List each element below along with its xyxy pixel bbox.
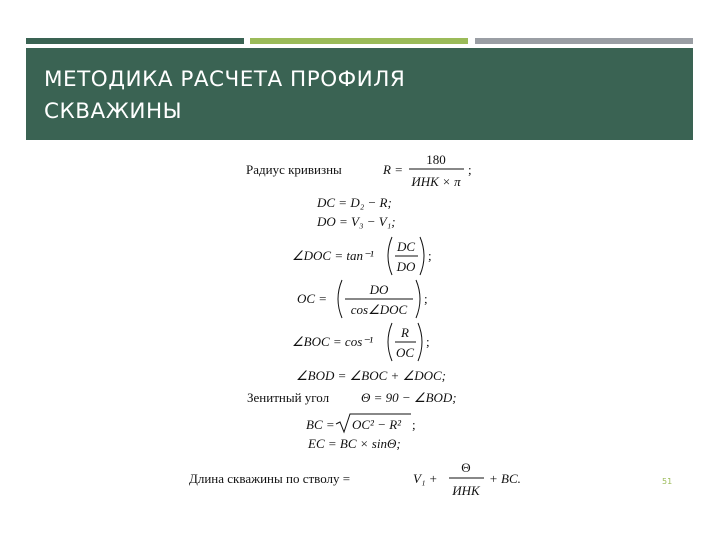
formula-angle-boc-lhs: ∠BOC = cos⁻¹ bbox=[292, 334, 374, 349]
formula-length-tail: + BC. bbox=[489, 471, 521, 486]
formula-angle-doc-lhs: ∠DOC = tan⁻¹ bbox=[292, 248, 374, 263]
formula-radius-label: Радиус кривизны bbox=[246, 162, 342, 177]
formula-angle-boc-numerator: R bbox=[401, 325, 409, 340]
slide-title: МЕТОДИКА РАСЧЕТА ПРОФИЛЯ СКВАЖИНЫ bbox=[44, 67, 406, 124]
formula-oc-lhs: OC = bbox=[297, 291, 328, 306]
formula-angle-boc-denominator: OC bbox=[395, 345, 415, 360]
formula-length-denominator: ИНК bbox=[452, 483, 480, 498]
formula-angle-doc-tail: ; bbox=[428, 248, 432, 263]
formula-radius-denominator: ИНК × π bbox=[411, 174, 461, 189]
formula-radius-lhs: R = bbox=[383, 162, 403, 177]
formula-length-numerator: Θ bbox=[461, 460, 471, 475]
formula-length-label: Длина скважины по стволу = bbox=[189, 471, 351, 486]
formula-angle-doc-denominator: DO bbox=[396, 259, 416, 274]
formula-angle-bod: ∠BOD = ∠BOC + ∠DOC; bbox=[296, 368, 447, 383]
page-number: 51 bbox=[662, 477, 673, 486]
formula-bc-lhs: BC = bbox=[306, 417, 335, 432]
formula-radius-tail: ; bbox=[468, 162, 472, 177]
formula-zenith-label: Зенитный угол bbox=[247, 390, 330, 405]
formula-angle-boc-paren-right bbox=[418, 323, 422, 361]
formula-dc: DC = D₂ − R; bbox=[317, 195, 392, 210]
formula-zenith-expr: Θ = 90 − ∠BOD; bbox=[361, 390, 457, 405]
formula-angle-doc-paren-right bbox=[420, 237, 424, 275]
formula-bc-tail: ; bbox=[412, 417, 416, 432]
formula-oc-tail: ; bbox=[424, 291, 428, 306]
formula-oc-paren-left bbox=[338, 280, 342, 318]
formula-angle-doc-paren-left bbox=[388, 237, 392, 275]
formula-bc-radicand: OC² − R² bbox=[352, 417, 402, 432]
formula-length-v: V₁ + bbox=[413, 471, 438, 486]
formula-oc-denominator: cos∠DOC bbox=[350, 302, 408, 317]
formula-oc-paren-right bbox=[416, 280, 420, 318]
formula-ec: EC = BC × sinΘ; bbox=[308, 436, 401, 451]
formula-radius-numerator: 180 bbox=[426, 152, 446, 167]
formula-oc-numerator: DO bbox=[369, 282, 389, 297]
formula-do: DO = V₃ − V₁; bbox=[317, 214, 396, 229]
formula-angle-doc-numerator: DC bbox=[396, 239, 416, 254]
formula-angle-boc-tail: ; bbox=[426, 334, 430, 349]
formula-angle-boc-paren-left bbox=[388, 323, 392, 361]
